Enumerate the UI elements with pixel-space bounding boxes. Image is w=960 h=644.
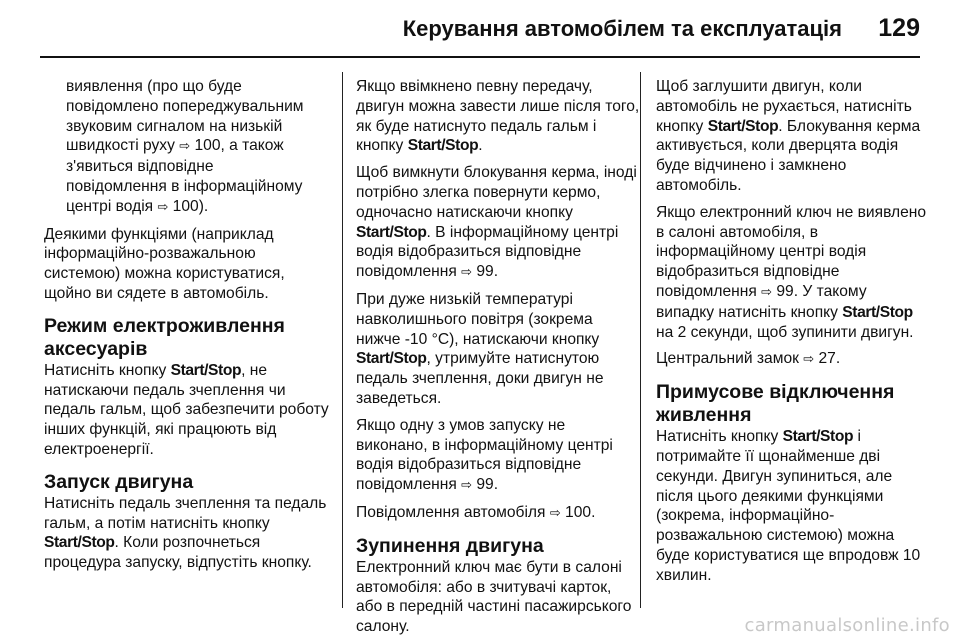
paragraph: При дуже низькій температурі навколишнього повітря (зокрема нижче -10 °C), натискаючи кнопку Start/Stop, утримуйте натиснутою педаль зчеплення, доки двигун не заведеться. xyxy=(356,290,604,407)
start-stop-key-label: Start/Stop xyxy=(407,137,479,155)
column-right xyxy=(656,77,928,593)
reference-arrow-icon[interactable]: ⇨ xyxy=(803,352,815,368)
start-stop-key-label: Start/Stop xyxy=(707,117,779,135)
start-stop-key-label: Start/Stop xyxy=(782,428,854,446)
paragraph: Натисніть кнопку Start/Stop, не натискаючи педаль зчеплення чи педаль гальм, щоб забезпечити роботу інших функцій, які працюють від електроенергії. xyxy=(44,361,329,458)
start-stop-key-label: Start/Stop xyxy=(170,361,242,379)
start-stop-key-label: Start/Stop xyxy=(356,223,427,241)
paragraph: Щоб вимкнути блокування керма, іноді потрібно злегка повернути кермо, одночасно натискаючи кнопку Start/Stop. В інформаційному центрі водія відобразиться відповідне повідомлення ⇨ 99. xyxy=(356,164,637,281)
paragraph: Повідомлення автомобіля ⇨ 100. xyxy=(356,503,596,521)
reference-arrow-icon[interactable]: ⇨ xyxy=(461,478,473,494)
page-header xyxy=(0,0,960,62)
paragraph: Натисніть кнопку Start/Stop і потримайте її щонайменше дві секунди. Двигун зупиниться, але після цього деякими функціями (зокрема, інформаційно-розважальною системою) можна буде користуватися ще впродовж 10 хвилин. xyxy=(656,428,921,584)
paragraph: Якщо ввімкнено певну передачу, двигун можна завести лише після того, як буде натиснуто педаль гальм і кнопку Start/Stop. xyxy=(356,78,640,155)
paragraph: виявлення (про що буде повідомлено попереджувальним звуковим сигналом на низькій швидкості руху ⇨ 100, а також з'явиться відповідне повідомлення в інформаційному центрі водія ⇨ 100). xyxy=(66,78,304,215)
watermark: carmanualsonline.info xyxy=(744,615,950,636)
paragraph: Деякими функціями (наприклад інформаційно-розважальною системою) можна користуватися, щойно ви сядете в автомобіль. xyxy=(44,225,285,302)
reference-arrow-icon[interactable]: ⇨ xyxy=(761,284,773,300)
column-left xyxy=(44,77,329,580)
section-heading: Режим електроживлення аксесуарів xyxy=(44,314,285,360)
reference-arrow-icon[interactable]: ⇨ xyxy=(461,265,473,281)
reference-arrow-icon[interactable]: ⇨ xyxy=(549,505,561,521)
paragraph: Якщо електронний ключ не виявлено в салоні автомобіля, в інформаційному центрі водія відобразиться відповідне повідомлення ⇨ 99. У такому випадку натисніть кнопку Start/Stop на 2 секунди, щоб зупинити двигун. xyxy=(656,203,927,341)
paragraph: Якщо одну з умов запуску не виконано, в інформаційному центрі водія відобразиться відповідне повідомлення ⇨ 99. xyxy=(356,416,613,494)
header-divider xyxy=(40,56,920,58)
start-stop-key-label: Start/Stop xyxy=(842,303,913,321)
page-number: 129 xyxy=(878,14,920,42)
paragraph: Центральний замок ⇨ 27. xyxy=(656,350,841,368)
section-heading: Примусове відключення живлення xyxy=(656,381,895,427)
section-heading: Запуск двигуна xyxy=(44,470,194,493)
section-heading: Зупинення двигуна xyxy=(356,534,544,557)
header-title: Керування автомобілем та експлуатація xyxy=(402,16,842,41)
paragraph: Електронний ключ має бути в салоні автомобіля: або в зчитувачі карток, або в передній частині пасажирського салону. xyxy=(356,558,632,636)
start-stop-key-label: Start/Stop xyxy=(356,350,427,368)
reference-arrow-icon[interactable]: ⇨ xyxy=(157,199,169,215)
column-middle xyxy=(356,77,641,644)
paragraph: Натисніть педаль зчеплення та педаль гальм, а потім натисніть кнопку Start/Stop. Коли розпочнеться процедура запуску, відпустіть кнопку. xyxy=(44,494,327,572)
start-stop-key-label: Start/Stop xyxy=(44,534,115,552)
column-divider xyxy=(342,72,343,608)
reference-arrow-icon[interactable]: ⇨ xyxy=(179,139,191,155)
paragraph: Щоб заглушити двигун, коли автомобіль не рухається, натисніть кнопку Start/Stop. Блокування керма активується, коли дверцята водія буде відчинено і замкнено автомобіль. xyxy=(656,78,921,194)
